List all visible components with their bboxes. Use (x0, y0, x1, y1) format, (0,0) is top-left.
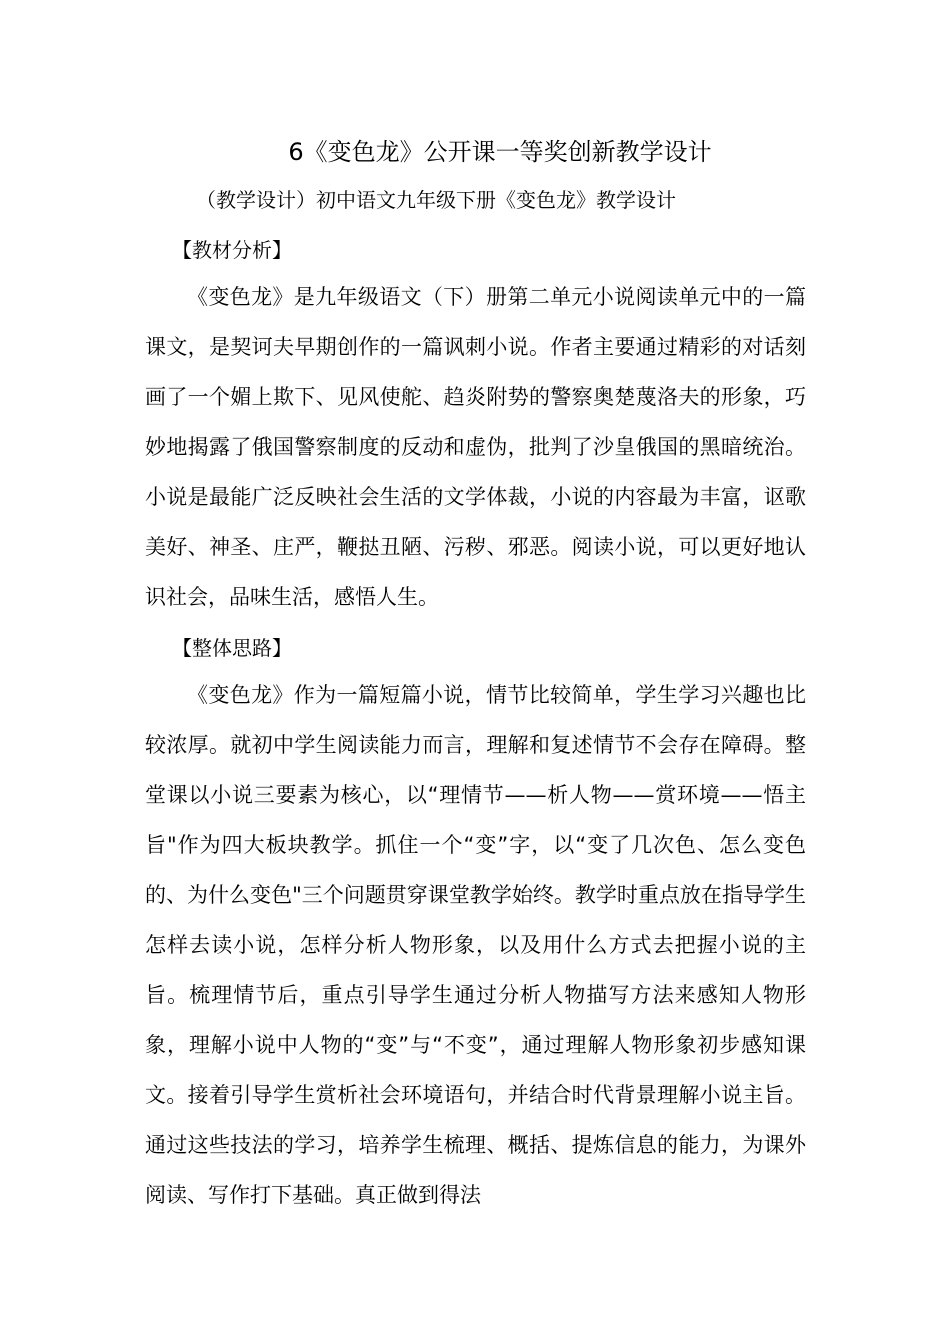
section-body-textbook-analysis: 《变色龙》是九年级语文（下）册第二单元小说阅读单元中的一篇课文，是契诃夫早期创作的一篇讽刺小说。作者主要通过精彩的对话刻画了一个媚上欺下、见风使舵、趋炎附势的警察奥楚蔑洛夫的形象，巧妙地揭露了俄国警察制度的反动和虚伪，批判了沙皇俄国的黑暗统治。小说是最能广泛反映社会生活的文学体裁，小说的内容最为丰富，讴歌美好、神圣、庄严，鞭挞丑陋、污秽、邪恶。阅读小说，可以更好地认识社会，品味生活，感悟人生。 (145, 285, 806, 609)
section-body-overall-approach: 《变色龙》作为一篇短篇小说，情节比较简单，学生学习兴趣也比较浓厚。就初中学生阅读能力而言，理解和复述情节不会存在障碍。整堂课以小说三要素为核心，以“理情节——析人物——赏环境——悟主旨"作为四大板块教学。抓住一个“变”字，以“变了几次色、怎么变色的、为什么变色"三个问题贯穿课堂教学始终。教学时重点放在指导学生怎样去读小说，怎样分析人物形象，以及用什么方式去把握小说的主旨。梳理情节后，重点引导学生通过分析人物描写方法来感知人物形象，理解小说中人物的“变”与“不变”，通过理解人物形象初步感知课文。接着引导学生赏析社会环境语句，并结合时代背景理解小说主旨。通过这些技法的学习，培养学生梳理、概括、提炼信息的能力，为课外阅读、写作打下基础。真正做到得法 (145, 683, 806, 1207)
section-heading-overall-approach: 【整体思路】 (172, 636, 292, 660)
document-title: 6《变色龙》公开课一等奖创新教学设计 (288, 138, 712, 166)
section-heading-textbook-analysis: 【教材分析】 (172, 238, 292, 262)
document-subtitle: （教学设计）初中语文九年级下册《变色龙》教学设计 (196, 188, 676, 212)
